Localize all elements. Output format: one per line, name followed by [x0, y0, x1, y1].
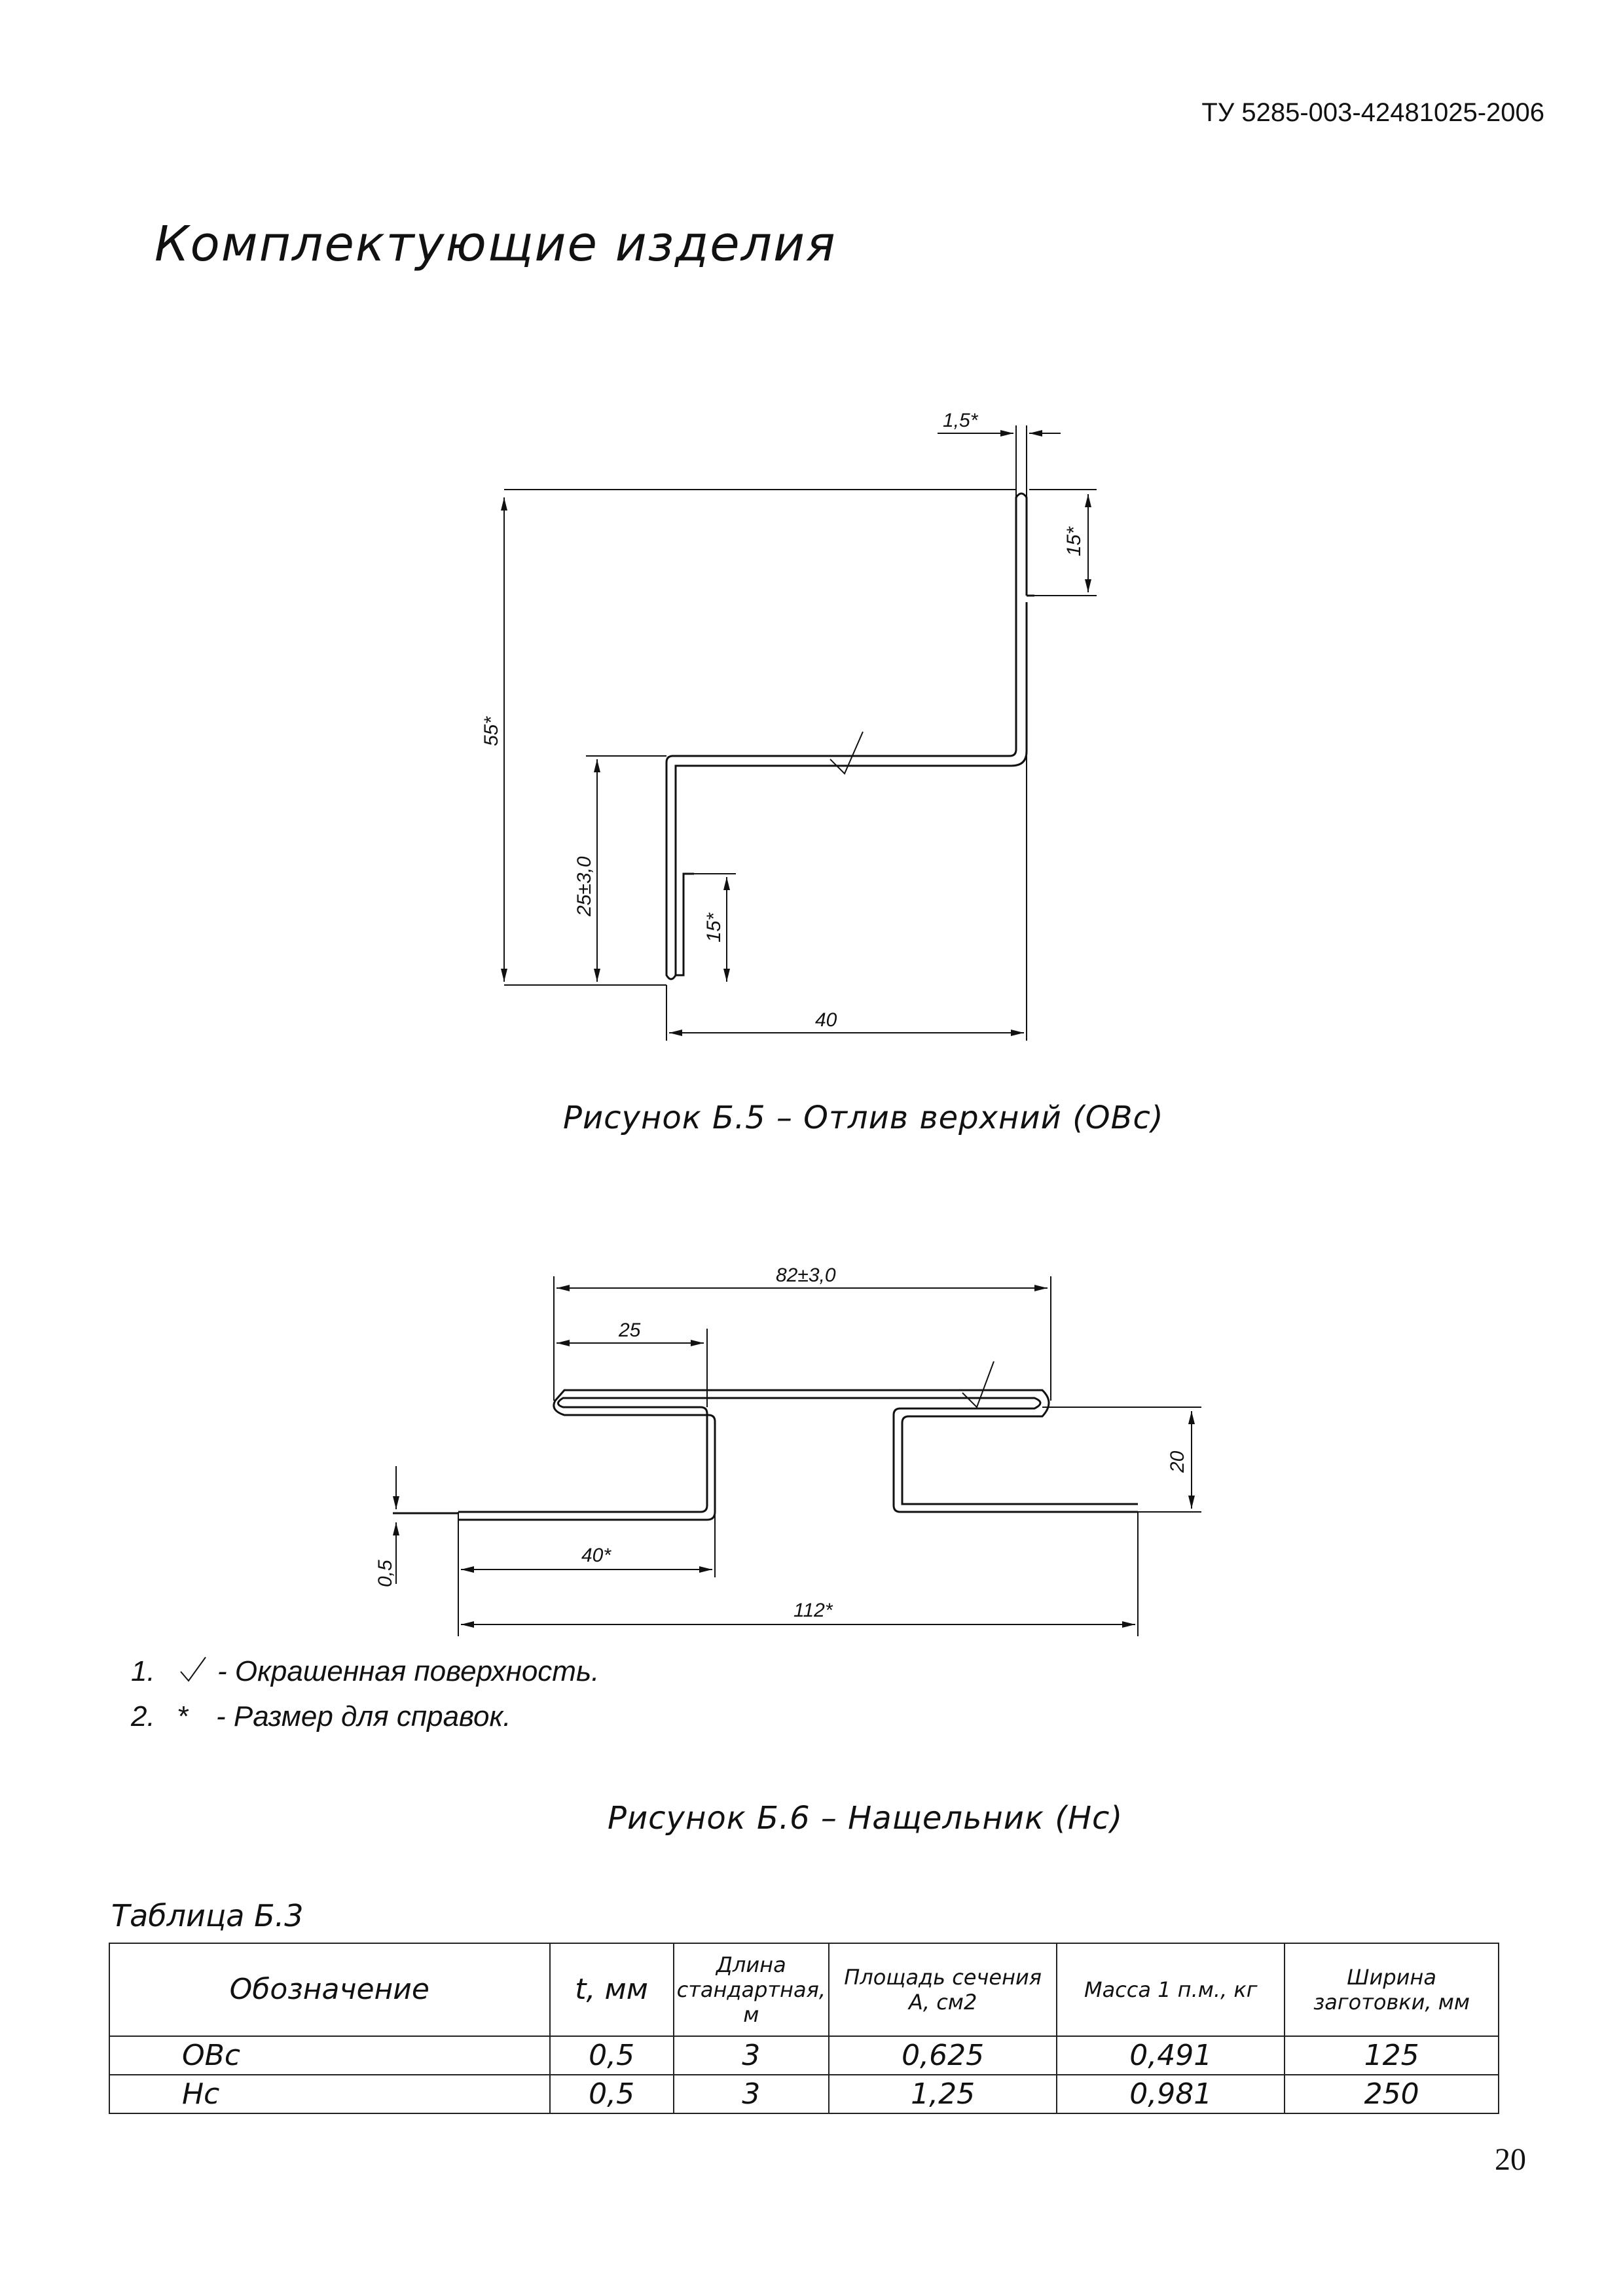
b6-profile: [393, 1361, 1138, 1520]
cell-designation: ОВс: [109, 2036, 550, 2075]
header-thickness: t, мм: [550, 1943, 674, 2036]
b5-profile: [666, 493, 1034, 979]
b6-dimensions: [396, 1276, 1201, 1636]
dim-height-label: 55*: [481, 716, 502, 746]
dim-height-label: 20: [1167, 1450, 1188, 1473]
cell-area: 1,25: [829, 2075, 1057, 2113]
header-length: Длина стандартная, м: [674, 1943, 829, 2036]
dim-left-top-label: 25: [619, 1319, 641, 1341]
cell-designation: Нс: [109, 2075, 550, 2113]
spec-table: [109, 1943, 1499, 2114]
page-number: 20: [1495, 2142, 1526, 2177]
cell-blank-width: 250: [1285, 2075, 1499, 2113]
dim-mid-label: 25±3,0: [574, 856, 595, 916]
dim-top-label: 82±3,0: [776, 1265, 836, 1286]
cell-mass: 0,981: [1057, 2075, 1285, 2113]
cell-thickness: 0,5: [550, 2075, 674, 2113]
cell-blank-width: 125: [1285, 2036, 1499, 2075]
header-designation: Обозначение: [109, 1943, 550, 2036]
figure-b6-drawing: [0, 1230, 1623, 1649]
cell-thickness: 0,5: [550, 2036, 674, 2075]
b5-dimensions: [504, 425, 1097, 1041]
dim-top-hem-label: 15*: [1063, 526, 1085, 556]
figure-b5-caption: Рисунок Б.5 – Отлив верхний (ОВс): [563, 1100, 1164, 1136]
cell-length: 3: [674, 2075, 829, 2113]
table-header-row: [109, 1943, 1499, 2036]
dim-flange-label: 1,5*: [943, 410, 978, 431]
header-area: Площадь сечения А, см2: [829, 1943, 1057, 2036]
check-mark-icon: [177, 1655, 210, 1685]
figure-b5-drawing: [0, 393, 1623, 1086]
dim-left-flange-label: 40*: [581, 1545, 611, 1566]
dim-bottom-hem-label: 15*: [703, 912, 725, 942]
dim-thickness-label: 0,5: [374, 1560, 396, 1587]
header-blank-width: Ширина заготовки, мм: [1285, 1943, 1499, 2036]
cell-area: 0,625: [829, 2036, 1057, 2075]
note-1: [131, 1655, 599, 1688]
note-2: [131, 1700, 511, 1733]
asterisk-mark: *: [177, 1700, 189, 1732]
section-title: Комплектующие изделия: [155, 216, 837, 272]
note-number: 1.: [131, 1655, 155, 1687]
table-row: [109, 2075, 1499, 2113]
cell-mass: 0,491: [1057, 2036, 1285, 2075]
note-text: - Окрашенная поверхность.: [217, 1655, 600, 1687]
table-row: [109, 2036, 1499, 2075]
header-mass: Масса 1 п.м., кг: [1057, 1943, 1285, 2036]
note-text: - Размер для справок.: [216, 1700, 511, 1732]
figure-b6-caption: Рисунок Б.6 – Нащельник (Нс): [608, 1800, 1123, 1837]
table-title: Таблица Б.3: [111, 1898, 304, 1933]
dim-width-label: 40: [815, 1009, 837, 1031]
note-number: 2.: [131, 1700, 155, 1732]
cell-length: 3: [674, 2036, 829, 2075]
dim-total-label: 112*: [793, 1600, 833, 1621]
document-code: ТУ 5285-003-42481025-2006: [1201, 98, 1544, 127]
